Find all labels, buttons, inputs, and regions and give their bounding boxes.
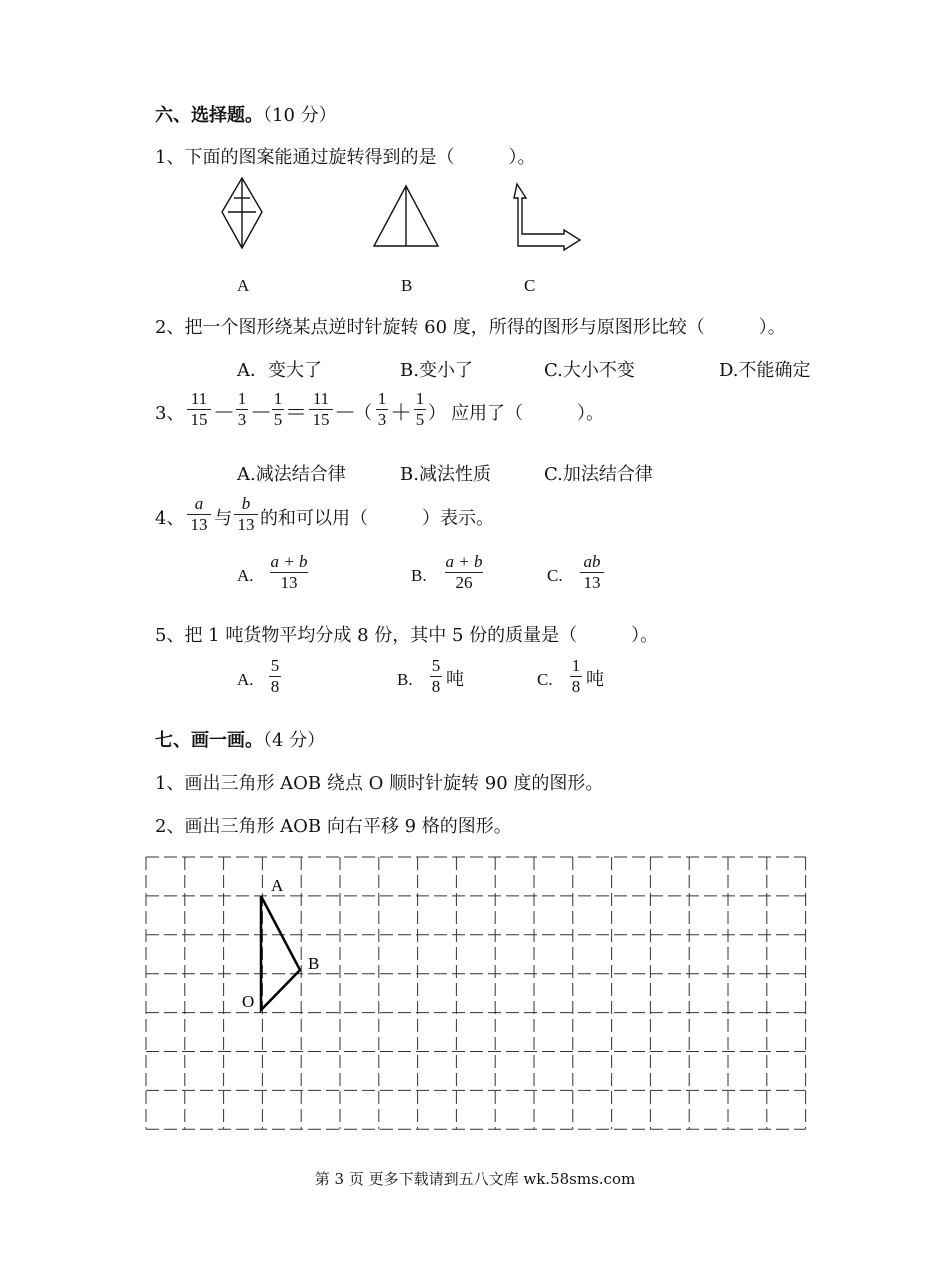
q2-option-c: C.大小不变	[544, 360, 635, 381]
q3-minus-2: －	[250, 401, 273, 426]
q4-option-b-fraction: a + b 26	[445, 552, 483, 592]
label-b: B	[308, 954, 320, 973]
section6-score: （10 分）	[263, 105, 337, 126]
q5-option-c-unit: 吨	[586, 669, 604, 690]
q3-fraction-4: 11 15	[309, 390, 333, 429]
q3-option-b: B.减法性质	[400, 464, 491, 485]
section7-heading	[155, 729, 325, 753]
section6-title: 六、选择题。	[155, 105, 263, 126]
q3-rparen: ）	[428, 403, 446, 424]
q3-prefix: 3、	[155, 403, 185, 424]
q4-option-a-label: A.	[237, 566, 254, 585]
q2-text: 2、把一个图形绕某点逆时针旋转 60 度，所得的图形与原图形比较（ ）。	[155, 317, 786, 338]
q2-option-a: A．变大了	[237, 360, 322, 381]
page-footer: 第 3 页 更多下载请到五八文库 wk.58sms.com	[314, 1170, 636, 1188]
q5-option-b-label: B.	[397, 670, 413, 689]
q3-fraction-5: 1 3	[377, 389, 387, 429]
q4-option-c-fraction: ab 13	[580, 553, 604, 592]
q3-fraction-6: 1 5	[415, 389, 425, 429]
q5-option-a-fraction: 5 8	[270, 656, 280, 696]
q4-option-b-label: B.	[411, 566, 427, 585]
s7-q1-text: 1、画出三角形 AOB 绕点 O 顺时针旋转 90 度的图形。	[155, 773, 604, 794]
q3-plus: ＋	[390, 401, 413, 426]
label-o: O	[242, 992, 255, 1011]
q2-option-d: D.不能确定	[719, 360, 811, 381]
q5-text: 5、把 1 吨货物平均分成 8 份，其中 5 份的质量是（ ）。	[155, 625, 659, 646]
q4-fraction-a: a 13	[187, 495, 211, 534]
q1-text: 1、下面的图案能通过旋转得到的是（ ）。	[155, 147, 536, 168]
q4-and: 与	[214, 508, 232, 529]
q3-lparen: （	[354, 403, 372, 424]
q4-prefix: 4、	[155, 508, 185, 529]
figure-b-triangle	[374, 186, 438, 246]
section6-heading	[155, 104, 337, 128]
q5-option-b-fraction: 5 8	[431, 656, 441, 696]
q5-option-c-fraction: 1 8	[571, 656, 581, 696]
q5-option-b-unit: 吨	[446, 669, 464, 690]
q1-figures	[220, 176, 600, 256]
q3-minus-1: －	[213, 401, 236, 426]
q3-option-a: A.减法结合律	[237, 464, 346, 485]
s7-q2-text: 2、画出三角形 AOB 向右平移 9 格的图形。	[155, 816, 512, 837]
q3-fraction-2: 1 3	[237, 389, 247, 429]
q4-option-a-fraction: a + b 13	[270, 552, 308, 592]
figure-a-kite	[222, 178, 262, 248]
q3-fraction-3: 1 5	[273, 389, 283, 429]
q3-fraction-1: 11 15	[187, 390, 211, 429]
q3-minus-3: －	[334, 401, 357, 426]
q4-fraction-b: b 13	[234, 495, 258, 534]
triangle-aob	[261, 896, 300, 1010]
q3-suffix: 应用了（ ）。	[451, 403, 604, 424]
figure-c-arrows	[514, 184, 580, 250]
q3-option-c: C.加法结合律	[544, 464, 653, 485]
drawing-grid[interactable]	[140, 850, 815, 1135]
q4-option-c-label: C.	[547, 566, 563, 585]
q1-choice-c: C	[524, 276, 536, 295]
label-a: A	[271, 876, 284, 895]
section7-score: （4 分）	[263, 730, 326, 751]
q2-option-b: B.变小了	[400, 360, 473, 381]
q1-choice-b: B	[401, 276, 413, 295]
q5-option-a-label: A.	[237, 670, 254, 689]
section7-title: 七、画一画。	[155, 730, 263, 751]
q4-suffix: 的和可以用（ ）表示。	[260, 508, 494, 529]
q5-option-c-label: C.	[537, 670, 553, 689]
q1-choice-a: A	[237, 276, 250, 295]
q3-equals: ＝	[285, 401, 308, 426]
